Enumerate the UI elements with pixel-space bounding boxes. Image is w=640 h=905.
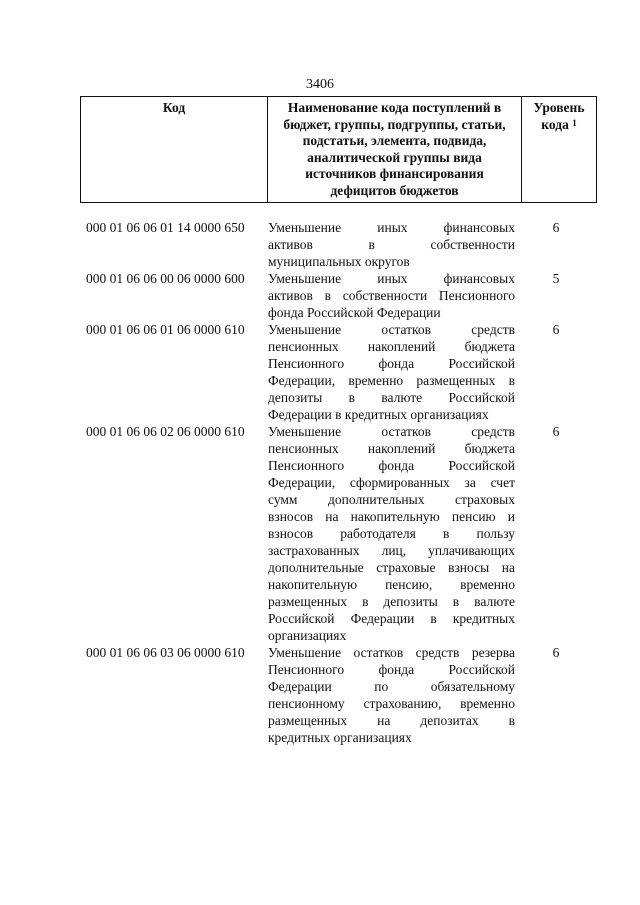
row-description-line: Российской Федерации в кредитных	[268, 611, 515, 626]
row-description-line: Уменьшение иных финансовых	[268, 271, 515, 286]
row-description-line: Уменьшение иных финансовых	[268, 220, 515, 235]
header-code-cell	[81, 97, 268, 203]
row-code: 000 01 06 06 00 06 0000 600	[86, 271, 245, 286]
row-level: 6	[552, 220, 560, 235]
table-row	[86, 423, 586, 644]
row-description-line: организациях	[268, 628, 347, 643]
header-level-line2	[526, 117, 592, 134]
row-description	[268, 644, 515, 746]
row-description-line: сумм дополнительных страховых	[268, 492, 515, 507]
header-name-line: подстатьи, элемента, подвида,	[302, 133, 487, 148]
row-level: 6	[552, 645, 560, 660]
row-description-line: муниципальных округов	[268, 254, 410, 269]
row-description-line: застрахованных лиц, уплачивающих	[268, 543, 515, 558]
row-code: 000 01 06 06 02 06 0000 610	[86, 424, 245, 439]
row-description-line: размещенных в депозиты в валюте	[268, 594, 515, 609]
header-name-cell	[268, 97, 522, 203]
row-description-line: активов в собственности Пенсионного	[268, 288, 515, 303]
row-description-line: взносов на накопительную пенсию и	[268, 509, 515, 524]
row-code: 000 01 06 06 01 06 0000 610	[86, 322, 245, 337]
row-description-line: Федерации по обязательному	[268, 679, 515, 694]
row-level: 6	[552, 424, 560, 439]
table-row	[86, 219, 586, 270]
row-description-line: депозиты в валюте Российской	[268, 390, 515, 405]
row-description	[268, 321, 515, 423]
table-body	[86, 219, 586, 746]
table-row	[86, 270, 586, 321]
row-description-line: пенсионному страхованию, временно	[268, 696, 515, 711]
table-row	[86, 644, 586, 746]
header-level-line1: Уровень	[533, 100, 585, 115]
table-row	[86, 321, 586, 423]
header-level-cell	[522, 97, 597, 203]
row-level: 5	[552, 271, 560, 286]
row-description-line: взносов работодателя в пользу	[268, 526, 515, 541]
row-description-line: Пенсионного фонда Российской	[268, 356, 515, 371]
row-description-line: Уменьшение остатков средств резерва	[268, 645, 515, 660]
row-description-line: активов в собственности	[268, 237, 515, 252]
header-level-kod: кода	[541, 116, 569, 132]
header-name-line: дефицитов бюджетов	[330, 182, 459, 198]
table-header	[80, 96, 597, 203]
row-description-line: Федерации в кредитных организациях	[268, 407, 489, 422]
row-description-line: дополнительные страховые взносы на	[268, 560, 515, 575]
row-description-line: пенсионных накоплений бюджета	[268, 339, 515, 354]
page-number: 3406	[306, 77, 334, 92]
row-code: 000 01 06 06 01 14 0000 650	[86, 220, 245, 235]
row-description-line: кредитных организациях	[268, 730, 412, 745]
row-description-line: Уменьшение остатков средств	[268, 424, 515, 439]
header-name-line: источников финансирования	[305, 166, 484, 181]
header-name-line: Наименование кода поступлений в	[287, 100, 502, 115]
row-code: 000 01 06 06 03 06 0000 610	[86, 645, 245, 660]
header-code-label: Код	[162, 100, 186, 115]
row-description-line: пенсионных накоплений бюджета	[268, 441, 515, 456]
row-description	[268, 423, 515, 644]
footnote-marker: 1	[572, 117, 577, 128]
row-description	[268, 219, 515, 270]
row-level: 6	[552, 322, 560, 337]
row-description	[268, 270, 515, 321]
header-name-line: бюджет, группы, подгруппы, статьи,	[283, 116, 506, 132]
row-description-line: Федерации, временно размещенных в	[268, 373, 515, 388]
header-name-line: аналитической группы вида	[307, 149, 482, 165]
row-description-line: Уменьшение остатков средств	[268, 322, 515, 337]
row-description-line: Пенсионного фонда Российской	[268, 662, 515, 677]
row-description-line: Пенсионного фонда Российской	[268, 458, 515, 473]
row-description-line: размещенных на депозитах в	[268, 713, 515, 728]
row-description-line: фонда Российской Федерации	[268, 305, 441, 320]
row-description-line: Федерации, сформированных за счет	[268, 475, 515, 490]
row-description-line: накопительную пенсию, временно	[268, 577, 515, 592]
header-name-text	[272, 100, 517, 202]
